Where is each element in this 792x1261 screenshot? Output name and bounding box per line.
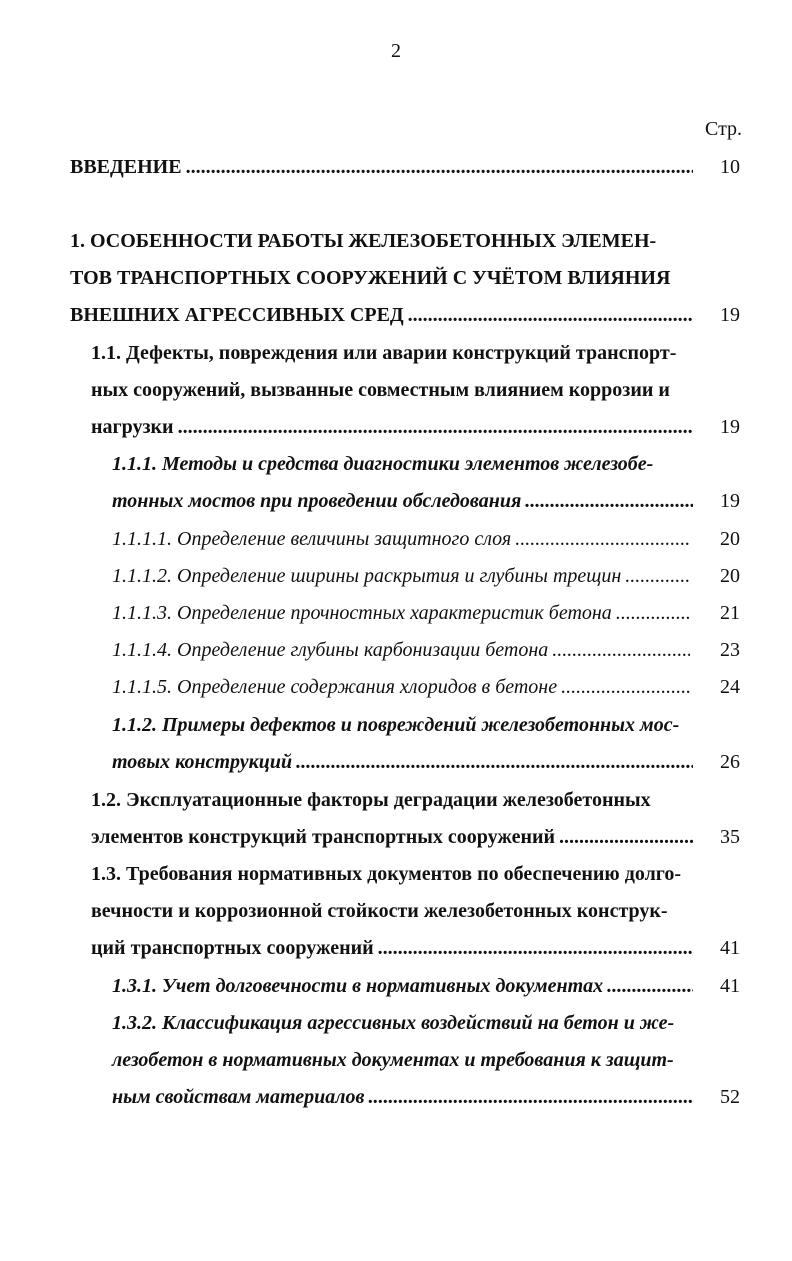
toc-line[interactable]: 1.3. Требования нормативных документов по обеспечению долго- bbox=[91, 863, 682, 885]
toc-entry-1-2[interactable] bbox=[91, 826, 693, 849]
leader-dots bbox=[368, 1086, 693, 1109]
toc-title: элементов конструкций транспортных сооружений bbox=[91, 826, 556, 848]
toc-title: 1.1.1.3. Определение прочностных характеристик бетона bbox=[112, 602, 612, 624]
leader-dots bbox=[552, 639, 690, 662]
toc-entry-1-1-1-1[interactable] bbox=[112, 528, 690, 551]
toc-title: тонных мостов при проведении обследования bbox=[112, 490, 522, 512]
leader-dots bbox=[296, 751, 693, 774]
toc-line[interactable]: 1.3.2. Классификация агрессивных воздействий на бетон и же- bbox=[112, 1012, 675, 1034]
leader-dots bbox=[378, 937, 693, 960]
toc-entry-1-3-2[interactable] bbox=[112, 1086, 693, 1109]
toc-page: 21 bbox=[720, 602, 740, 624]
toc-page: 41 bbox=[720, 937, 740, 959]
toc-title: ВВЕДЕНИЕ bbox=[70, 156, 182, 178]
toc-title: ций транспортных сооружений bbox=[91, 937, 374, 959]
column-header: Стр. bbox=[705, 118, 743, 140]
toc-page: 23 bbox=[720, 639, 740, 661]
toc-page: 19 bbox=[720, 416, 740, 438]
toc-line[interactable]: 1.2. Эксплуатационные факторы деградации железобетонных bbox=[91, 789, 651, 811]
toc-line[interactable]: ТОВ ТРАНСПОРТНЫХ СООРУЖЕНИЙ С УЧЁТОМ ВЛИЯНИЯ bbox=[70, 267, 671, 289]
toc-page: 19 bbox=[720, 490, 740, 512]
toc-entry-ch1[interactable] bbox=[70, 304, 693, 327]
toc-line[interactable]: 1.1.2. Примеры дефектов и повреждений железобетонных мос- bbox=[112, 714, 680, 736]
toc-line[interactable]: ных сооружений, вызванные совместным влиянием коррозии и bbox=[91, 379, 670, 401]
toc-entry-1-1-1-2[interactable] bbox=[112, 565, 690, 588]
toc-title: 1.3.1. Учет долговечности в нормативных документах bbox=[112, 975, 604, 997]
toc-title: 1.1.1.2. Определение ширины раскрытия и глубины трещин bbox=[112, 565, 622, 587]
toc-line[interactable]: 1.1.1. Методы и средства диагностики элементов железобе- bbox=[112, 453, 654, 475]
toc-entry-1-1-1[interactable] bbox=[112, 490, 693, 513]
toc-line[interactable]: 1. ОСОБЕННОСТИ РАБОТЫ ЖЕЛЕЗОБЕТОННЫХ ЭЛЕМЕН- bbox=[70, 230, 657, 252]
toc-entry-1-1[interactable] bbox=[91, 416, 693, 439]
toc-entry-intro[interactable] bbox=[70, 156, 693, 179]
toc-entry-1-1-1-3[interactable] bbox=[112, 602, 690, 625]
leader-dots bbox=[178, 416, 693, 439]
toc-title: 1.1.1.4. Определение глубины карбонизации бетона bbox=[112, 639, 549, 661]
toc-page: 26 bbox=[720, 751, 740, 773]
leader-dots bbox=[525, 490, 693, 513]
toc-entry-1-1-2[interactable] bbox=[112, 751, 693, 774]
leader-dots bbox=[607, 975, 693, 998]
page-number: 2 bbox=[391, 40, 401, 62]
toc-title: ным свойствам материалов bbox=[112, 1086, 365, 1108]
toc-line[interactable]: 1.1. Дефекты, повреждения или аварии конструкций транспорт- bbox=[91, 342, 677, 364]
leader-dots bbox=[559, 826, 693, 849]
leader-dots bbox=[515, 528, 690, 551]
toc-title: ВНЕШНИХ АГРЕССИВНЫХ СРЕД bbox=[70, 304, 404, 326]
leader-dots bbox=[625, 565, 690, 588]
toc-page: 41 bbox=[720, 975, 740, 997]
toc-title: товых конструкций bbox=[112, 751, 293, 773]
toc-page: 10 bbox=[720, 156, 740, 178]
toc-title: 1.1.1.5. Определение содержания хлоридов в бетоне bbox=[112, 676, 558, 698]
toc-entry-1-3-1[interactable] bbox=[112, 975, 693, 998]
toc-page: 52 bbox=[720, 1086, 740, 1108]
toc-page: 24 bbox=[720, 676, 740, 698]
toc-entry-1-3[interactable] bbox=[91, 937, 693, 960]
toc-line[interactable]: вечности и коррозионной стойкости железобетонных конструк- bbox=[91, 900, 668, 922]
toc-title: 1.1.1.1. Определение величины защитного слоя bbox=[112, 528, 512, 550]
toc-entry-1-1-1-5[interactable] bbox=[112, 676, 690, 699]
toc-page: 20 bbox=[720, 565, 740, 587]
toc-entry-1-1-1-4[interactable] bbox=[112, 639, 690, 662]
leader-dots bbox=[186, 156, 693, 179]
toc-page: 35 bbox=[720, 826, 740, 848]
toc-title: нагрузки bbox=[91, 416, 174, 438]
leader-dots bbox=[561, 676, 690, 699]
leader-dots bbox=[616, 602, 690, 625]
leader-dots bbox=[408, 304, 693, 327]
toc-page: 20 bbox=[720, 528, 740, 550]
toc-line[interactable]: лезобетон в нормативных документах и требования к защит- bbox=[112, 1049, 674, 1071]
toc-page: 19 bbox=[720, 304, 740, 326]
